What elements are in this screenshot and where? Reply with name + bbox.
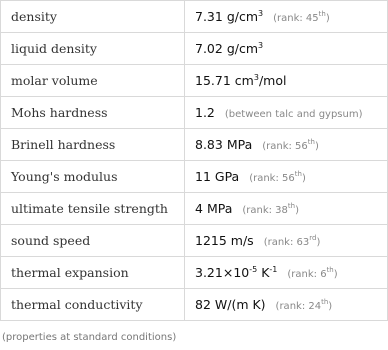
table-row <box>1 33 388 65</box>
rank-note: (rank: 24th) <box>275 298 333 312</box>
table-row <box>1 193 388 225</box>
table-row <box>1 225 388 257</box>
property-value: 7.31 $g/cm^3$ (rank: 45th) <box>185 1 388 33</box>
property-value: 82 W/(m K) (rank: 24th) <box>185 289 388 321</box>
property-name: thermal expansion <box>1 257 185 289</box>
hardness-note: (between talc and gypsum) <box>224 109 363 120</box>
rank-note: (rank: 45th) <box>273 10 330 24</box>
property-value: 11 GPa (rank: 56th) <box>185 161 388 193</box>
footnote: (properties at standard conditions) <box>2 332 177 343</box>
rank-note: (rank: 38th) <box>242 202 299 216</box>
property-name: thermal conductivity <box>1 289 185 321</box>
table-row <box>1 97 388 129</box>
property-name: Mohs hardness <box>1 97 185 129</box>
table-row <box>1 161 388 193</box>
rank-note: (rank: 63rd) <box>263 234 321 248</box>
property-name: liquid density <box>1 33 185 65</box>
property-value: 1215 m/s (rank: 63rd) <box>185 225 388 257</box>
property-value: 15.71 $cm^3$/mol <box>185 65 388 97</box>
property-name: Young's modulus <box>1 161 185 193</box>
property-name: molar volume <box>1 65 185 97</box>
property-name: sound speed <box>1 225 185 257</box>
rank-note: (rank: 56th) <box>249 170 306 184</box>
property-value: 7.02 $g/cm^3$ <box>185 33 388 65</box>
table-row <box>1 65 388 97</box>
property-value: 4 MPa (rank: 38th) <box>185 193 388 225</box>
property-name: density <box>1 1 185 33</box>
table-row <box>1 289 388 321</box>
table-row <box>1 1 388 33</box>
rank-note: (rank: 56th) <box>262 138 319 152</box>
property-name: Brinell hardness <box>1 129 185 161</box>
table-row <box>1 257 388 289</box>
property-value: $3.21\times 10^{-5}$ $K^{-1}$ (rank: 6th) <box>185 257 388 289</box>
property-name: ultimate tensile strength <box>1 193 185 225</box>
property-value: 1.2 (between talc and gypsum) <box>185 97 388 129</box>
property-value: 8.83 MPa (rank: 56th) <box>185 129 388 161</box>
table-row <box>1 129 388 161</box>
rank-note: (rank: 6th) <box>287 266 338 280</box>
